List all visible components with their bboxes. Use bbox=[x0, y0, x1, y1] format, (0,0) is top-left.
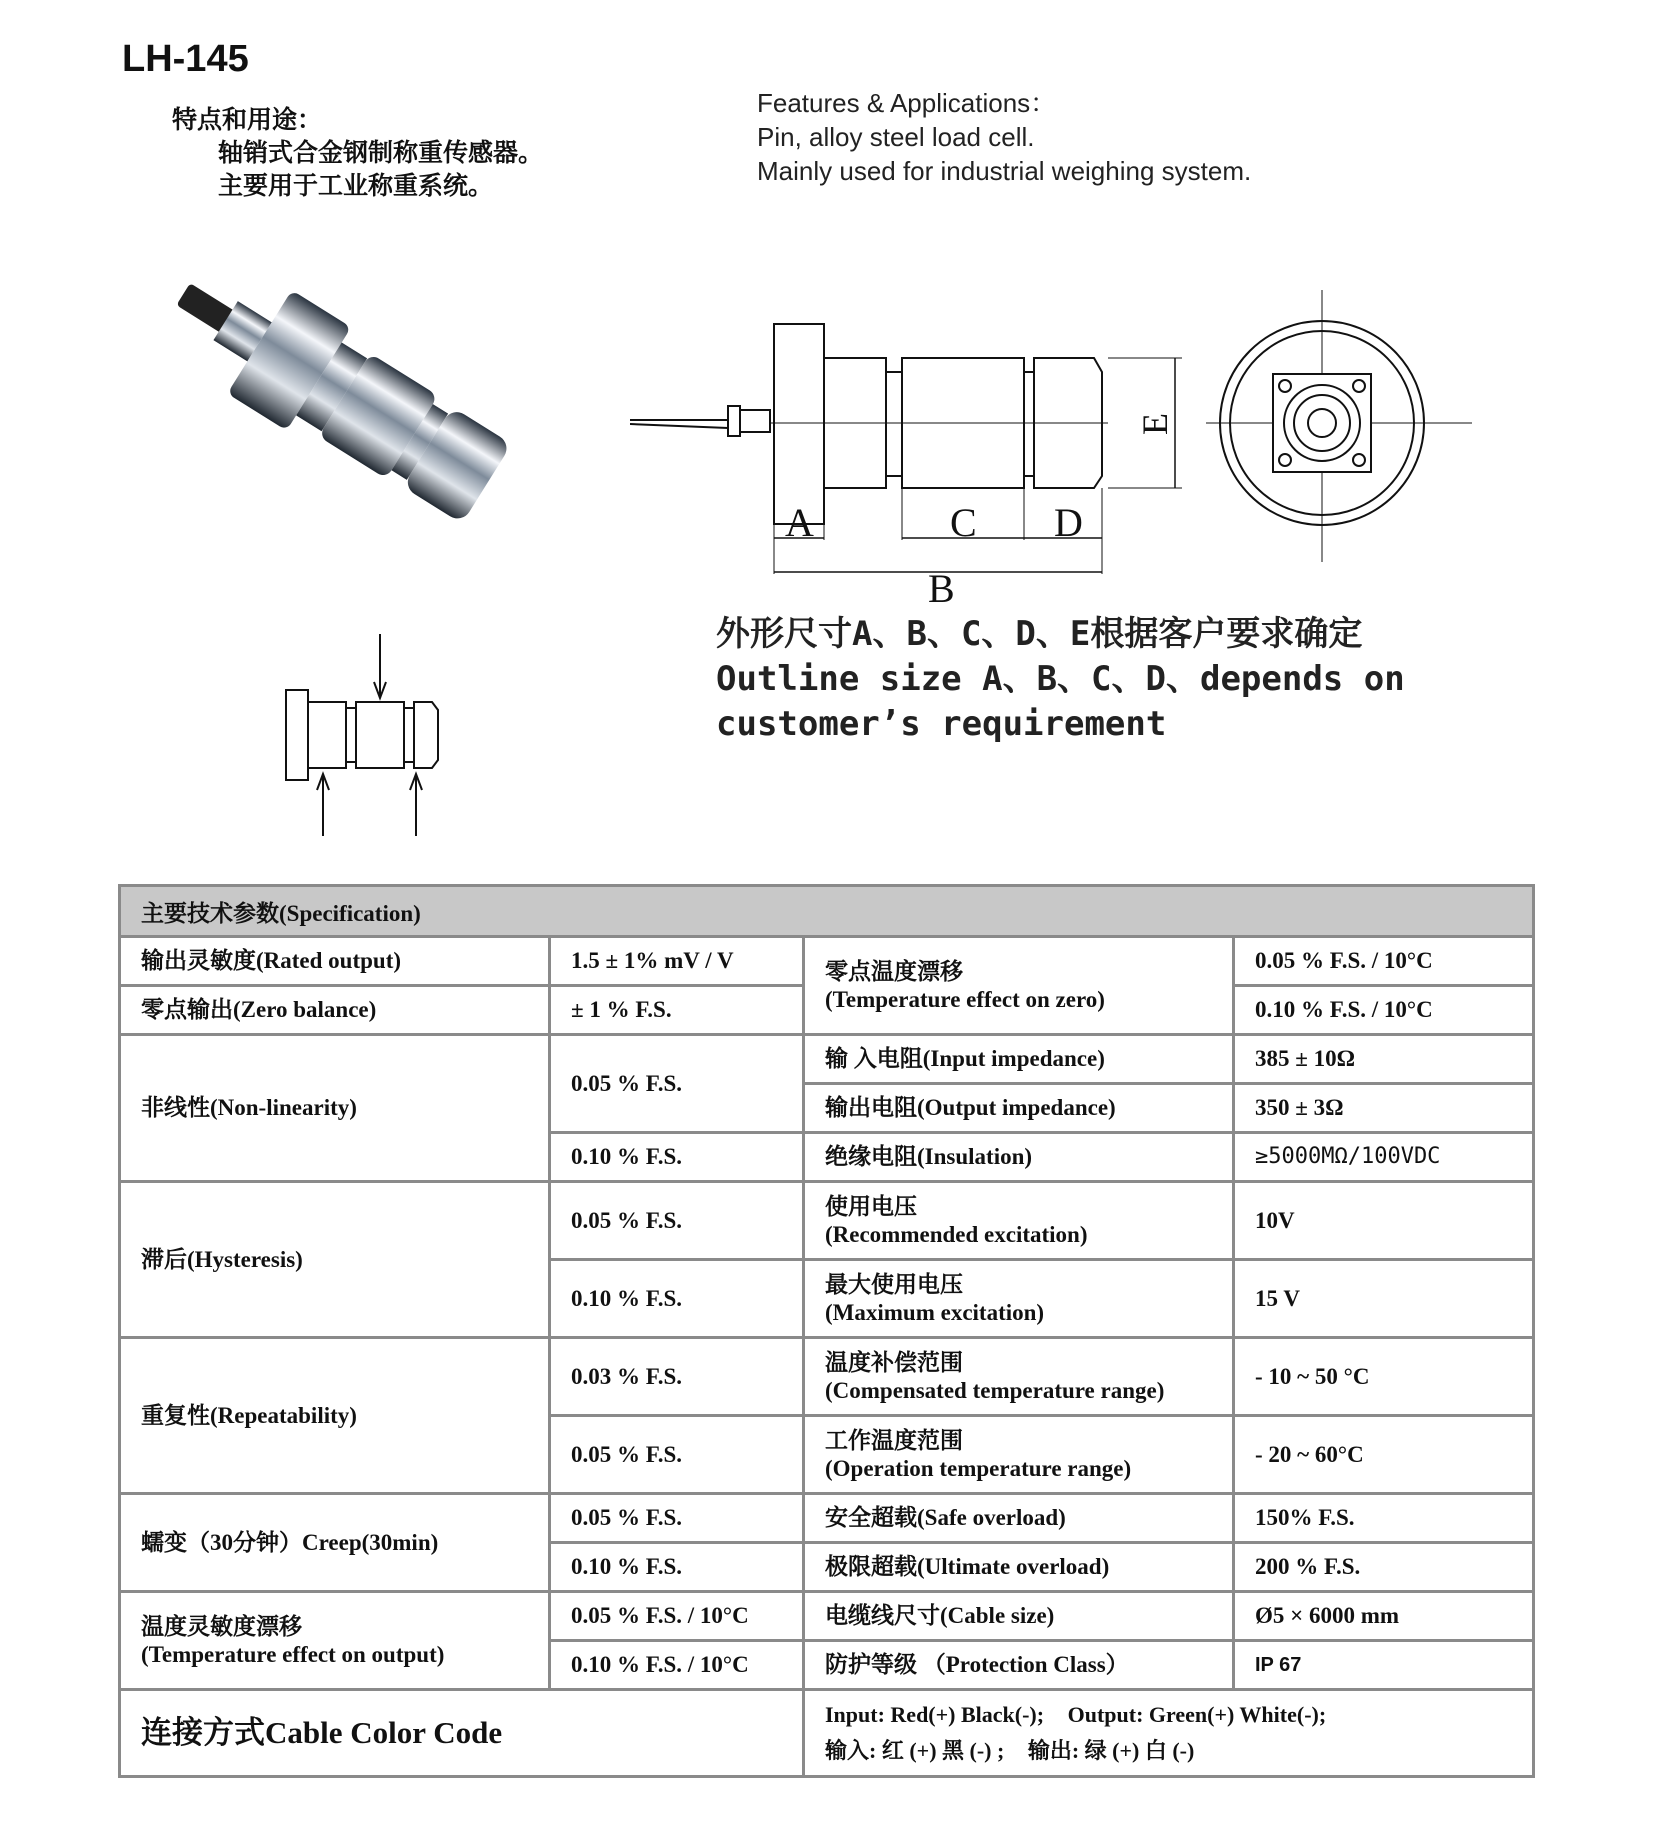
features-en-line2: Mainly used for industrial weighing system. bbox=[757, 156, 1252, 186]
outline-note-cn: 外形尺寸A、B、C、D、E根据客户要求确定 bbox=[716, 614, 1363, 654]
input-impedance-value: 385 ± 10Ω bbox=[1234, 1035, 1534, 1084]
cable-color-line2 bbox=[825, 1733, 1512, 1769]
dimension-drawing bbox=[630, 290, 1490, 620]
dim-label-d: D bbox=[1054, 500, 1083, 545]
ultimate-overload-label: 极限超载(Ultimate overload) bbox=[804, 1543, 1234, 1592]
force-diagram bbox=[278, 630, 448, 845]
operation-temp-value: - 20 ~ 60°C bbox=[1234, 1416, 1534, 1494]
cable-color-line1 bbox=[825, 1697, 1512, 1733]
outline-note bbox=[716, 612, 1405, 747]
compensated-temp-label-cn: 温度补偿范围 bbox=[825, 1349, 963, 1375]
spec-header: 主要技术参数(Specification) bbox=[120, 886, 1534, 937]
temp-zero-value2: 0.10 % F.S. / 10°C bbox=[1234, 986, 1534, 1035]
temp-output-label bbox=[120, 1592, 550, 1690]
temp-zero-label bbox=[804, 937, 1234, 1035]
temp-zero-label-cn: 零点温度漂移 bbox=[825, 958, 963, 984]
output-impedance-label: 输出电阻(Output impedance) bbox=[804, 1084, 1234, 1133]
dim-label-e: E bbox=[1135, 413, 1175, 435]
input-impedance-label: 输 入电阻(Input impedance) bbox=[804, 1035, 1234, 1084]
table-row bbox=[120, 937, 1534, 986]
maximum-excitation-label bbox=[804, 1260, 1234, 1338]
features-en bbox=[757, 86, 1251, 188]
repeatability-value1: 0.03 % F.S. bbox=[550, 1338, 804, 1416]
recommended-excitation-label bbox=[804, 1182, 1234, 1260]
features-en-heading: Features & Applications： bbox=[757, 88, 1057, 118]
output-impedance-value: 350 ± 3Ω bbox=[1234, 1084, 1534, 1133]
repeatability-value2: 0.05 % F.S. bbox=[550, 1416, 804, 1494]
compensated-temp-label-en: (Compensated temperature range) bbox=[825, 1377, 1165, 1403]
maximum-excitation-label-en: (Maximum excitation) bbox=[825, 1299, 1045, 1325]
cable-color-input-cn: 输入: 红 (+) 黑 (-) ; bbox=[825, 1738, 1005, 1763]
table-row bbox=[120, 1338, 1534, 1416]
maximum-excitation-label-cn: 最大使用电压 bbox=[825, 1271, 963, 1297]
non-linearity-value1: 0.05 % F.S. bbox=[550, 1035, 804, 1133]
rated-output-value: 1.5 ± 1% mV / V bbox=[550, 937, 804, 986]
safe-overload-value: 150% F.S. bbox=[1234, 1494, 1534, 1543]
cable-color-input-en: Input: Red(+) Black(-); bbox=[825, 1702, 1045, 1727]
dim-label-b: B bbox=[928, 566, 955, 611]
cable-color-output-en: Output: Green(+) White(-); bbox=[1067, 1702, 1327, 1727]
product-photo bbox=[138, 270, 538, 540]
hysteresis-value1: 0.05 % F.S. bbox=[550, 1182, 804, 1260]
table-row bbox=[120, 1592, 1534, 1641]
hysteresis-label: 滞后(Hysteresis) bbox=[120, 1182, 550, 1338]
insulation-value: ≥5000MΩ/100VDC bbox=[1234, 1133, 1534, 1182]
spec-table bbox=[118, 884, 1535, 1778]
protection-value: IP 67 bbox=[1234, 1641, 1534, 1690]
outline-note-en2: customer’s requirement bbox=[716, 704, 1167, 744]
hysteresis-value2: 0.10 % F.S. bbox=[550, 1260, 804, 1338]
maximum-excitation-value: 15 V bbox=[1234, 1260, 1534, 1338]
table-row bbox=[120, 1690, 1534, 1777]
dim-label-a: A bbox=[785, 500, 814, 545]
product-title: LH-145 bbox=[122, 38, 249, 80]
spec-header-row bbox=[120, 886, 1534, 937]
table-row bbox=[120, 1182, 1534, 1260]
rated-output-label: 输出灵敏度(Rated output) bbox=[120, 937, 550, 986]
cable-size-label: 电缆线尺寸(Cable size) bbox=[804, 1592, 1234, 1641]
creep-value2: 0.10 % F.S. bbox=[550, 1543, 804, 1592]
creep-label: 蠕变（30分钟）Creep(30min) bbox=[120, 1494, 550, 1592]
zero-balance-value: ± 1 % F.S. bbox=[550, 986, 804, 1035]
non-linearity-label: 非线性(Non-linearity) bbox=[120, 1035, 550, 1182]
ultimate-overload-value: 200 % F.S. bbox=[1234, 1543, 1534, 1592]
temp-zero-label-en: (Temperature effect on zero) bbox=[825, 986, 1105, 1012]
features-en-line1: Pin, alloy steel load cell. bbox=[757, 122, 1035, 152]
compensated-temp-label bbox=[804, 1338, 1234, 1416]
dim-label-c: C bbox=[950, 500, 977, 545]
cable-color-value bbox=[804, 1690, 1534, 1777]
insulation-label: 绝缘电阻(Insulation) bbox=[804, 1133, 1234, 1182]
cable-color-output-cn: 输出: 绿 (+) 白 (-) bbox=[1027, 1738, 1195, 1763]
cable-color-label: 连接方式Cable Color Code bbox=[120, 1690, 804, 1777]
compensated-temp-value: - 10 ~ 50 °C bbox=[1234, 1338, 1534, 1416]
cable-size-value: Ø5 × 6000 mm bbox=[1234, 1592, 1534, 1641]
outline-note-en1: Outline size A、B、C、D、depends on bbox=[716, 659, 1405, 699]
operation-temp-label bbox=[804, 1416, 1234, 1494]
temp-zero-value1: 0.05 % F.S. / 10°C bbox=[1234, 937, 1534, 986]
features-cn-heading: 特点和用途： bbox=[172, 107, 323, 134]
table-row bbox=[120, 1035, 1534, 1084]
operation-temp-label-en: (Operation temperature range) bbox=[825, 1455, 1132, 1481]
recommended-excitation-value: 10V bbox=[1234, 1182, 1534, 1260]
features-cn-line2: 主要用于工业称重系统。 bbox=[218, 173, 494, 200]
features-cn-line1: 轴销式合金钢制称重传感器。 bbox=[218, 140, 544, 167]
temp-output-label-en: (Temperature effect on output) bbox=[141, 1641, 445, 1667]
operation-temp-label-cn: 工作温度范围 bbox=[825, 1427, 963, 1453]
temp-output-value2: 0.10 % F.S. / 10°C bbox=[550, 1641, 804, 1690]
features-cn bbox=[172, 104, 543, 203]
safe-overload-label: 安全超载(Safe overload) bbox=[804, 1494, 1234, 1543]
recommended-excitation-label-en: (Recommended excitation) bbox=[825, 1221, 1088, 1247]
protection-label: 防护等级 （Protection Class） bbox=[804, 1641, 1234, 1690]
temp-output-value1: 0.05 % F.S. / 10°C bbox=[550, 1592, 804, 1641]
non-linearity-value2: 0.10 % F.S. bbox=[550, 1133, 804, 1182]
recommended-excitation-label-cn: 使用电压 bbox=[825, 1193, 917, 1219]
creep-value1: 0.05 % F.S. bbox=[550, 1494, 804, 1543]
temp-output-label-cn: 温度灵敏度漂移 bbox=[141, 1613, 302, 1639]
zero-balance-label: 零点输出(Zero balance) bbox=[120, 986, 550, 1035]
repeatability-label: 重复性(Repeatability) bbox=[120, 1338, 550, 1494]
table-row bbox=[120, 1494, 1534, 1543]
